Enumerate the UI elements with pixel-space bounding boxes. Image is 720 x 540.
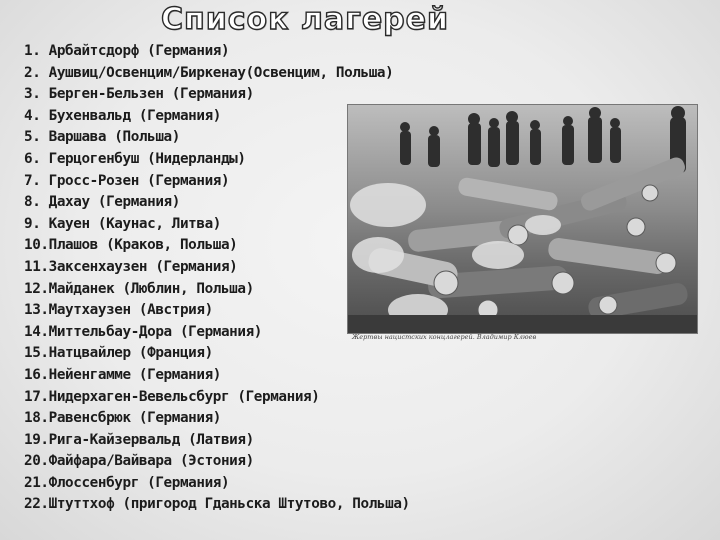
camp-item: 2. Аушвиц/Освенцим/Биркенау(Освенцим, Польша) [24,64,394,81]
camp-item: 20.Файфара/Вайвара (Эстония) [24,453,254,470]
camp-item: 4. Бухенвальд (Германия) [24,107,221,124]
camp-item: 18.Равенсбрюк (Германия) [24,410,221,427]
camp-item: 15.Натцвайлер (Франция) [24,345,213,362]
camp-item: 6. Герцогенбуш (Нидерланды) [24,150,246,167]
camp-item: 11.Заксенхаузен (Германия) [24,258,238,275]
camp-item: 17.Нидерхаген-Вевельсбург (Германия) [24,388,320,405]
camp-item: 9. Кауен (Каунас, Литва) [24,215,221,232]
camp-list [24,41,410,516]
camp-item: 7. Гросс-Розен (Германия) [24,172,230,189]
camp-item: 12.Майданек (Люблин, Польша) [24,280,254,297]
camp-item: 14.Миттельбау-Дора (Германия) [24,323,263,340]
camp-item: 5. Варшава (Польша) [24,129,180,146]
camp-item: 1. Арбайтсдорф (Германия) [24,43,230,59]
camp-item: 13.Маутхаузен (Австрия) [24,302,213,319]
camp-item: 19.Рига-Кайзервальд (Латвия) [24,431,254,448]
camp-item: 21.Флоссенбург (Германия) [24,474,230,491]
camp-item: 8. Дахау (Германия) [24,194,180,211]
photo-caption: Жертвы нацистских концлагерей. Владимир Клюев [352,333,537,341]
slide-title: Список лагерей [160,2,450,37]
camp-item: 10.Плашов (Краков, Польша) [24,237,238,254]
camp-item: 16.Нейенгамме (Германия) [24,366,221,383]
camp-item: 3. Берген-Бельзен (Германия) [24,86,254,103]
camp-item: 22.Штуттхоф (пригород Гданьска Штутово, Польша) [24,496,410,513]
